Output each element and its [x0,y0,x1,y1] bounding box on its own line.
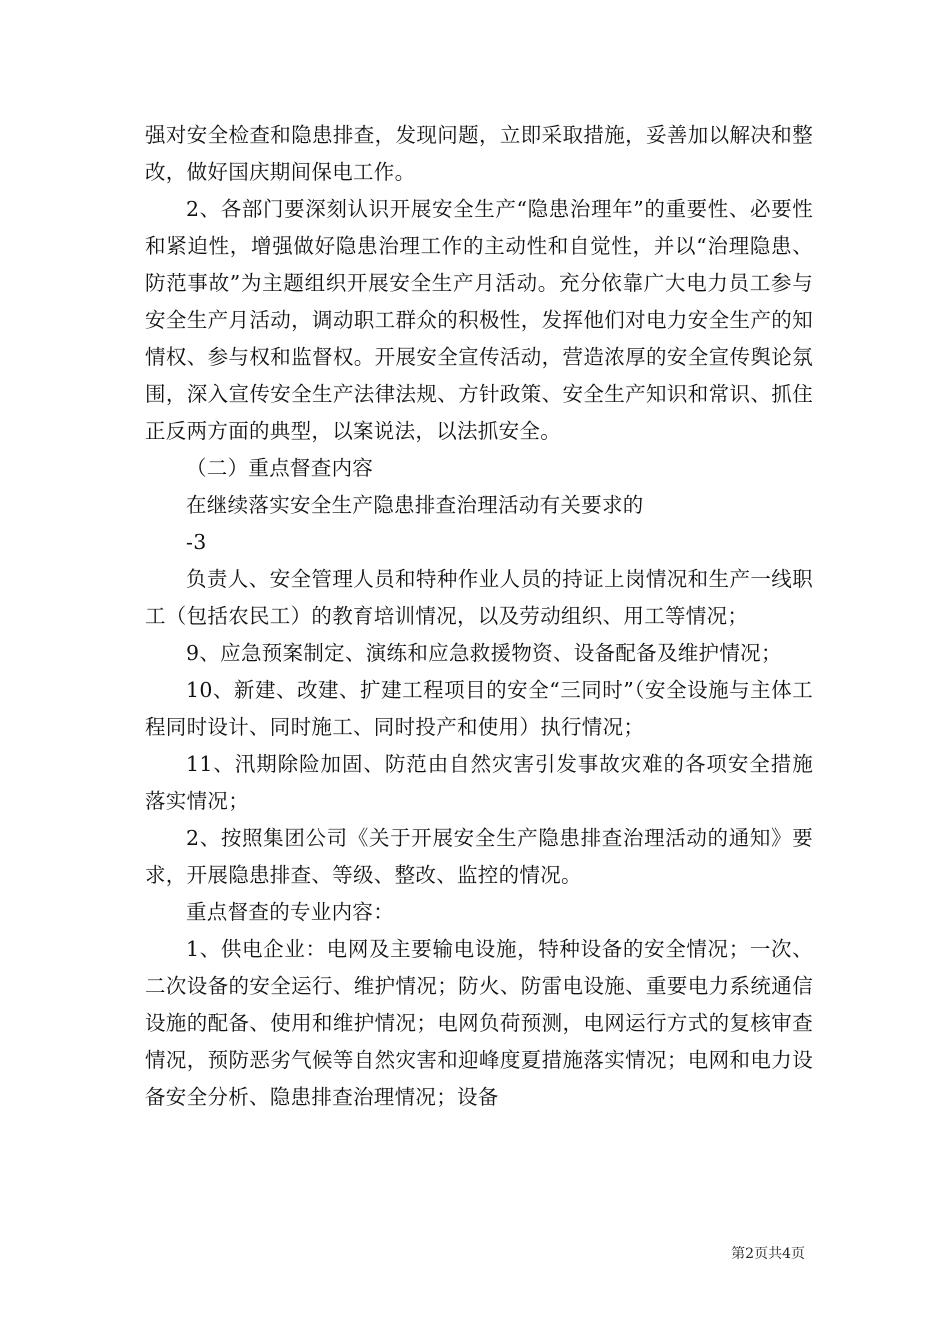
paragraph-6: 负责人、安全管理人员和特种作业人员的持证上岗情况和生产一线职工（包括农民工）的教育培训情况，以及劳动组织、用工等情况； [145,567,813,628]
page-marker: -3 [186,530,207,554]
paragraph-item-10: 10、新建、改建、扩建工程项目的安全“三同时”（安全设施与主体工程同时设计、同时施工、同时投产和使用）执行情况； [145,678,813,739]
paragraph-item-2: 2、按照集团公司《关于开展安全生产隐患排查治理活动的通知》要求，开展隐患排查、等级、整改、监控的情况。 [145,826,813,887]
paragraph-1: 强对安全检查和隐患排查，发现问题，立即采取措施，妥善加以解决和整改，做好国庆期间保电工作。 [145,123,813,184]
paragraph-2: 2、各部门要深刻认识开展安全生产“隐患治理年”的重要性、必要性和紧迫性，增强做好隐患治理工作的主动性和自觉性，并以“治理隐患、防范事故”为主题组织开展安全生产月活动。充分依靠广大电力员工参与安全生产月活动，调动职工群众的积极性，发挥他们对电力安全生产的知情权、参与权和监督权。开展安全宣传活动，营造浓厚的安全宣传舆论氛围，深入宣传安全生产法律法规、方针政策、安全生产知识和常识、抓住正反两方面的典型，以案说法，以法抓安全。 [145,197,813,443]
paragraph-item-11: 11、汛期除险加固、防范由自然灾害引发事故灾难的各项安全措施落实情况； [145,752,813,813]
paragraph-item-9: 9、应急预案制定、演练和应急救援物资、设备配备及维护情况； [186,641,782,665]
document-body [145,117,813,1116]
paragraph-power-supply: 1、供电企业：电网及主要输电设施，特种设备的安全情况；一次、二次设备的安全运行、维护情况；防火、防雷电设施、重要电力系统通信设施的配备、使用和维护情况；电网负荷预测，电网运行方式的复核审查情况，预防恶劣气候等自然灾害和迎峰度夏措施落实情况；电网和电力设备安全分析、隐患排查治理情况；设备 [145,937,813,1109]
subsection-heading: 重点督查的专业内容： [186,900,394,924]
paragraph-4: 在继续落实安全生产隐患排查治理活动有关要求的 [186,493,644,517]
page-footer: 第2页共4页 [731,1246,805,1262]
section-heading: （二）重点督查内容 [186,456,374,480]
